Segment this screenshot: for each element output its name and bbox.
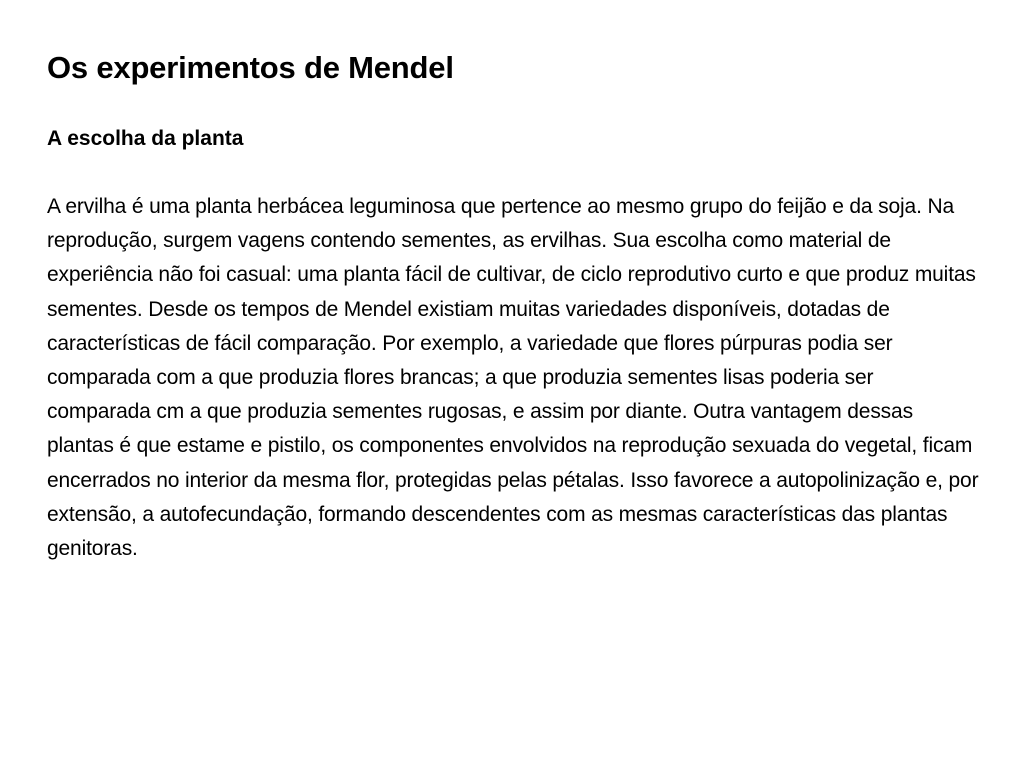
section-heading: A escolha da planta: [47, 127, 244, 150]
slide-content: [47, 44, 982, 566]
slide-title: Os experimentos de Mendel: [47, 50, 454, 85]
body-paragraph: A ervilha é uma planta herbácea leguminosa que pertence ao mesmo grupo do feijão e da soja. Na reprodução, surgem vagens contendo sementes, as ervilhas. Sua escolha como material de experiência não foi casual: uma planta fácil de cultivar, de ciclo reprodutivo curto e que produz muitas sementes. Desde os tempos de Mendel existiam muitas variedades disponíveis, dotadas de características de fácil comparação. Por exemplo, a variedade que flores púrpuras podia ser comparada com a que produzia flores brancas; a que produzia sementes lisas poderia ser comparada cm a que produzia sementes rugosas, e assim por diante. Outra vantagem dessas plantas é que estame e pistilo, os componentes envolvidos na reprodução sexuada do vegetal, ficam encerrados no interior da mesma flor, protegidas pelas pétalas. Isso favorece a autopolinização e, por extensão, a autofecundação, formando descendentes com as mesmas características das plantas genitoras.: [47, 195, 979, 561]
